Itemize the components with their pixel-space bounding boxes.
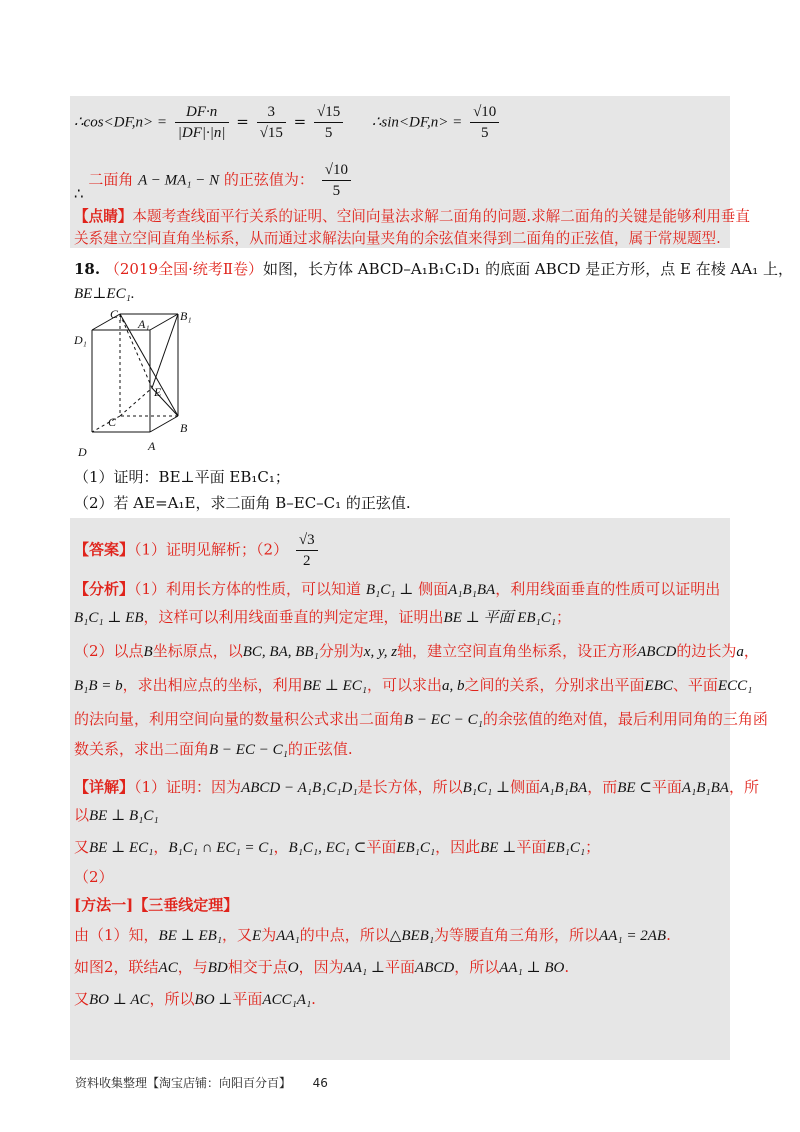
math-expr: A₁B₁BA: [681, 780, 729, 796]
sin-value-num: √10: [470, 102, 499, 123]
analysis-text: ，: [743, 642, 759, 660]
dihedral-value-num: √10: [322, 160, 351, 181]
detail-line-3: [74, 836, 600, 859]
cos-fraction-num: DF·n: [175, 102, 229, 123]
detail-text: 是长方体，所以: [357, 778, 463, 796]
answer-line: [74, 530, 321, 571]
dihedral-suffix: 的正弦值为：: [223, 170, 314, 189]
math-expr: ABCD: [415, 960, 455, 976]
analysis-text: 侧面: [418, 580, 449, 598]
math-expr: O: [287, 960, 299, 976]
math-expr: BO ⊥: [194, 992, 233, 1008]
analysis-text: （2）以点: [74, 642, 144, 660]
analysis-line-1: [74, 578, 720, 601]
math-expr: A₁B₁BA: [540, 780, 588, 796]
analysis-text: 的边长为: [676, 642, 737, 660]
math-expr: EB₁C₁: [396, 840, 436, 856]
analysis-text: 数关系，求出二面角: [74, 740, 210, 758]
detail-text: 由（1）知，: [74, 926, 159, 944]
detail-line-6: [74, 924, 671, 947]
detail-text: 又: [74, 838, 90, 856]
detail-text: ，而: [587, 778, 618, 796]
math-expr: △BEB₁: [389, 928, 435, 944]
math-expr: a, b: [442, 678, 465, 694]
detail-text: 平面: [232, 990, 263, 1008]
analysis-text: 的余弦值的绝对值，最后利用同角的三角函: [482, 710, 768, 728]
analysis-line-5: [74, 708, 768, 731]
analysis-text: 的法向量，利用空间向量的数量积公式求出二面角: [74, 710, 405, 728]
answer-value-den: 2: [303, 553, 311, 569]
cos-value1-num: 3: [257, 102, 286, 123]
detail-text: 的中点，所以: [299, 926, 390, 944]
detail-text: .: [311, 990, 316, 1008]
analysis-text: 坐标原点，以: [152, 642, 243, 660]
math-expr: BE ⊂: [617, 780, 652, 796]
detail-text: .: [564, 958, 570, 976]
detail-text: ；: [585, 838, 601, 856]
math-expr: B₁C₁ ⊥: [365, 582, 414, 598]
detail-line-4: [74, 866, 114, 888]
answer-tag: 【答案】: [74, 540, 135, 559]
page-footer: [75, 1074, 328, 1091]
cos-fraction-den: |DF|·|n|: [177, 125, 226, 141]
cos-eq2: =: [293, 112, 307, 131]
analysis-text: （1）利用长方体的性质，可以知道: [134, 580, 362, 598]
detail-text: 为: [261, 926, 277, 944]
problem-stem-line-1: [74, 258, 793, 280]
dihedral-value-den: 5: [332, 183, 341, 199]
method-name: 【三垂线定理】: [133, 896, 239, 914]
comment-tag: 【点睛】: [74, 208, 133, 225]
problem-stem-line-2: [74, 282, 135, 305]
analysis-text: 之间的关系，分别求出平面: [464, 676, 645, 694]
comment-line-1: [74, 206, 750, 228]
detail-line-1: [74, 776, 759, 799]
detail-text: ，: [273, 838, 289, 856]
label-A: A: [148, 439, 156, 453]
math-expr: AA₁ ⊥: [343, 960, 386, 976]
answer-value: [296, 530, 318, 571]
label-C1: C₁: [110, 308, 123, 321]
detail-text: .: [666, 926, 671, 944]
question-2: [74, 492, 411, 514]
detail-text: ，又: [222, 926, 253, 944]
label-B: B: [180, 421, 188, 435]
label-D: D: [78, 445, 87, 458]
math-expr: BE ⊥ EC₁: [302, 678, 368, 694]
detail-text: 相交于点: [227, 958, 288, 976]
cos-eq: =: [236, 112, 249, 131]
comment-text-1: 本题考查线面平行关系的证明、空间向量法求解二面角的问题.求解二面角的关键是能够利用垂直: [132, 208, 750, 225]
math-expr: BO ⊥ AC: [89, 992, 150, 1008]
therefore-symbol: ∴: [74, 184, 84, 203]
label-D1: D₁: [74, 333, 87, 347]
detail-text: 又: [74, 990, 90, 1008]
analysis-tag: 【分析】: [74, 580, 135, 598]
problem-stem-1: 如图，长方体 ABCD–A₁B₁C₁D₁ 的底面 ABCD 是正方形，点 E 在棱 AA₁ 上，: [263, 260, 793, 278]
math-expr: B₁C₁ ∩ EC₁ = C₁: [168, 840, 274, 856]
analysis-text: ；: [556, 608, 572, 626]
detail-text: ，所: [728, 778, 759, 796]
math-expr: B − EC − C₁: [404, 712, 483, 728]
answer-value-num: √3: [296, 530, 318, 551]
detail-line-7: [74, 956, 569, 979]
math-expr: x, y, z: [363, 644, 398, 660]
math-expr: BE ⊥ EC₁: [89, 840, 154, 856]
analysis-text: ，利用线面垂直的性质可以证明出: [495, 580, 721, 598]
method-label: [方法一]: [74, 896, 134, 914]
math-expr: BE ⊥: [480, 840, 517, 856]
analysis-text: ，可以求出: [367, 676, 443, 694]
question-1: [74, 466, 290, 488]
math-expr: B₁C₁ ⊥ EB: [74, 610, 144, 626]
math-expr: AC: [158, 960, 178, 976]
problem-number: 18.: [74, 260, 101, 278]
math-expr: B₁B = b: [74, 678, 123, 694]
analysis-text: 轴，建立空间直角坐标系，设正方形: [397, 642, 638, 660]
detail-text: 平面: [366, 838, 397, 856]
dihedral-line: [74, 160, 354, 205]
dihedral-expr: A − MA₁ − N: [138, 172, 220, 189]
math-expr: ABCD: [637, 644, 677, 660]
cos-value2-den: 5: [324, 125, 333, 141]
math-expr: A₁B₁BA: [448, 582, 496, 598]
dihedral-text: 二面角: [88, 170, 134, 189]
label-A1: A₁: [138, 317, 150, 331]
detail-line-8: [74, 988, 316, 1011]
detail-text: ，因此: [435, 838, 481, 856]
math-expr: BE ⊥ 平面 EB₁C₁: [443, 610, 556, 626]
math-expr: B − EC − C₁: [209, 742, 288, 758]
cos-value1: [257, 102, 286, 143]
problem-stem-2: BE⊥EC₁.: [74, 286, 135, 302]
math-expr: a: [736, 644, 744, 660]
detail-text: ，因为: [298, 958, 344, 976]
math-expr: AA₁: [276, 928, 300, 944]
footer-text: 资料收集整理【淘宝店铺：向阳百分百】: [75, 1076, 292, 1090]
detail-text: 如图2，联结: [74, 958, 159, 976]
math-expr: BE ⊥ EB₁: [158, 928, 223, 944]
detail-text: 以: [74, 806, 90, 824]
comment-line-2: [74, 228, 721, 250]
analysis-text: 、平面: [672, 676, 718, 694]
cos-line: [74, 102, 502, 143]
analysis-line-4: [74, 674, 752, 697]
math-expr: B₁C₁, EC₁ ⊂: [288, 840, 367, 856]
math-expr: E: [252, 928, 262, 944]
math-expr: BC, BA, BB₁: [242, 644, 319, 660]
analysis-text: 的正弦值.: [287, 740, 353, 758]
detail-tag: 【详解】: [74, 778, 135, 796]
analysis-line-3: [74, 640, 759, 663]
detail-text: ，所以: [454, 958, 500, 976]
math-expr: B: [143, 644, 153, 660]
detail-text: （1）证明：因为: [134, 778, 242, 796]
analysis-text: ，这样可以利用线面垂直的判定定理，证明出: [143, 608, 444, 626]
analysis-line-2: [74, 606, 571, 629]
detail-text: 平面: [385, 958, 416, 976]
comment-text-2: 关系建立空间直角坐标系，从而通过求解法向量夹角的余弦值来得到二面角的正弦值，属于常规题型.: [74, 230, 721, 247]
answer-part1: （1）证明见解析；（2）: [134, 540, 289, 559]
detail-method-line: [74, 894, 238, 916]
cos-fraction: [175, 102, 229, 143]
cos-lhs: ∴cos<DF,n> =: [74, 114, 167, 131]
math-expr: ECC₁: [717, 678, 753, 694]
page-number: 46: [312, 1076, 328, 1090]
cuboid-figure: [72, 308, 202, 458]
cos-value1-den: √15: [259, 125, 283, 141]
math-expr: AA₁ ⊥ BO: [499, 960, 565, 976]
analysis-text: 分别为: [318, 642, 364, 660]
sin-value-den: 5: [480, 125, 489, 141]
detail-text: （2）: [74, 868, 114, 886]
analysis-text: ，求出相应点的坐标，利用: [122, 676, 303, 694]
math-expr: BD: [207, 960, 228, 976]
math-expr: AA₁ = 2AB: [599, 928, 667, 944]
detail-text: ，所以: [149, 990, 195, 1008]
question-1-text: （1）证明：BE⊥平面 EB₁C₁；: [74, 468, 290, 486]
math-expr: B₁C₁ ⊥: [462, 780, 511, 796]
detail-text: 平面: [516, 838, 547, 856]
question-2-text: （2）若 AE=A₁E，求二面角 B–EC–C₁ 的正弦值.: [74, 494, 411, 512]
detail-line-2: [74, 804, 159, 827]
cos-value2-num: √15: [314, 102, 343, 123]
detail-text: 为等腰直角三角形，所以: [434, 926, 600, 944]
problem-source: （2019全国·统考Ⅱ卷）: [104, 260, 264, 278]
label-B1: B₁: [180, 309, 192, 323]
label-C: C: [108, 415, 117, 429]
math-expr: EBC: [644, 678, 673, 694]
detail-text: 平面: [651, 778, 682, 796]
sin-value: [470, 102, 499, 143]
math-expr: ACC₁A₁: [262, 992, 312, 1008]
detail-text: 侧面: [510, 778, 541, 796]
label-E: E: [154, 385, 162, 399]
dihedral-value: [322, 160, 351, 201]
analysis-line-6: [74, 738, 353, 761]
math-expr: EB₁C₁: [546, 840, 586, 856]
cos-value2: [314, 102, 343, 143]
sin-lhs: ∴sin<DF,n> =: [371, 114, 463, 131]
math-expr: ABCD − A₁B₁C₁D₁: [241, 780, 358, 796]
detail-text: ，与: [177, 958, 208, 976]
detail-text: ，: [153, 838, 169, 856]
math-expr: BE ⊥ B₁C₁: [89, 808, 159, 824]
